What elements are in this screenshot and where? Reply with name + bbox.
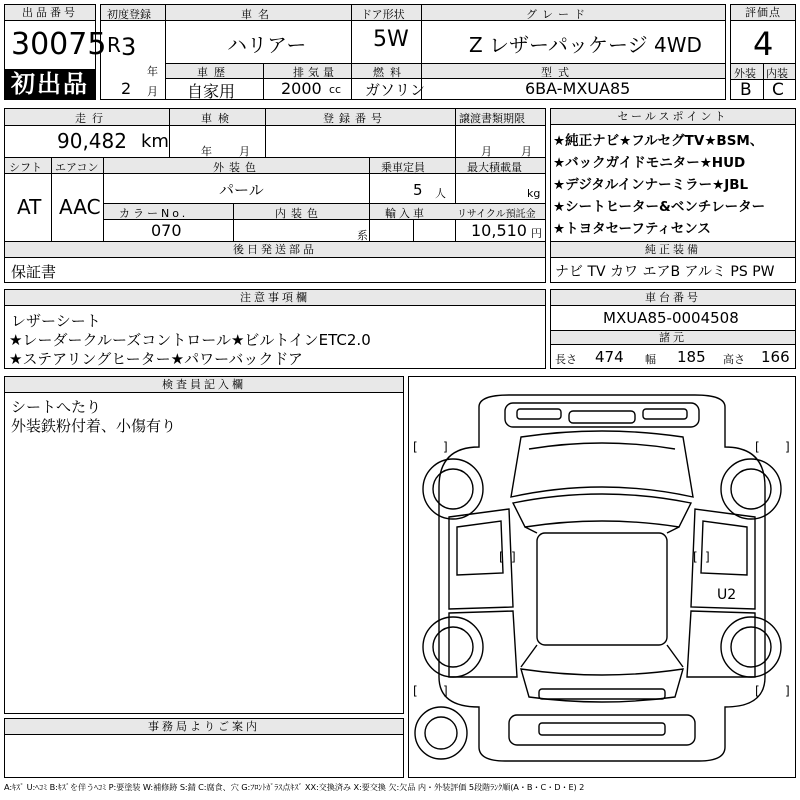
car-diagram-box xyxy=(408,376,796,778)
color-no-label: カラーNo. xyxy=(119,207,189,220)
bracket-marker: ] xyxy=(443,440,448,454)
equipment-items: ナビ TV カワ エアB アルミ PS PW xyxy=(555,264,775,280)
note-line: ★ステアリングヒーター★パワーバックドア xyxy=(9,350,303,368)
grade-label: グレード xyxy=(526,8,590,21)
bracket-marker: [ xyxy=(693,550,698,564)
capacity-label: 乗車定員 xyxy=(381,161,425,174)
model: 6BA-MXUA85 xyxy=(525,79,631,98)
color-label: 外装色 xyxy=(213,161,261,174)
shift-label: シフト xyxy=(9,161,42,174)
month-unit: 月 xyxy=(147,85,158,98)
ac: AAC xyxy=(59,195,101,219)
recycle-amount: 10,510 xyxy=(471,221,527,240)
cc-unit: cc xyxy=(329,83,342,96)
first-reg-label: 初度登録 xyxy=(107,8,151,21)
transfer-label: 譲渡書類期限 xyxy=(459,112,525,125)
damage-mark: U2 xyxy=(717,587,737,603)
car-diagram xyxy=(409,377,795,777)
chassis-number: MXUA85-0004508 xyxy=(603,309,739,327)
bracket-marker: [ xyxy=(755,440,760,454)
bracket-marker: [ xyxy=(413,440,418,454)
sales-point-line: ★トヨタセーフティセンス xyxy=(553,221,711,237)
office-title: 事務局よりご案内 xyxy=(5,719,403,735)
inspection-month-unit: 月 xyxy=(239,145,250,158)
capacity-unit: 人 xyxy=(435,187,446,200)
sales-point-line: ★シートヒーター&ベンチレーター xyxy=(553,199,766,215)
fuel: ガソリン xyxy=(365,81,426,99)
interior-score: C xyxy=(772,80,784,100)
inspection-label: 車検 xyxy=(201,112,235,125)
door-label: ドア形状 xyxy=(361,8,405,21)
inspector-line: シートへたり xyxy=(11,398,102,416)
exterior-score: B xyxy=(740,80,752,100)
dims-title: 諸元 xyxy=(551,330,795,345)
score-label: 評価点 xyxy=(731,5,795,21)
note-line: ★レーダークルーズコントロール★ビルトインETC2.0 xyxy=(9,331,371,349)
mileage: 90,482 xyxy=(57,129,127,153)
score: 4 xyxy=(753,25,774,63)
sales-points-box xyxy=(550,108,796,242)
interior-label: 内装 xyxy=(766,67,788,80)
sales-point-line: ★デジタルインナーミラー★JBL xyxy=(553,177,749,193)
yen-unit: 円 xyxy=(531,227,542,240)
era: R xyxy=(107,33,121,57)
km-unit: km xyxy=(141,131,169,152)
later-parts-box xyxy=(4,241,546,283)
equipment-title: 純正装備 xyxy=(551,242,795,258)
sales-point-line: ★バックガイドモニター★HUD xyxy=(553,155,746,171)
length-label: 長さ xyxy=(555,353,577,366)
inspector-box xyxy=(4,376,404,714)
height-label: 高さ xyxy=(723,353,745,366)
lot-box xyxy=(4,4,107,100)
bracket-marker: ] xyxy=(443,684,448,698)
width-label: 幅 xyxy=(645,353,656,366)
model-label: 型式 xyxy=(541,66,575,79)
bracket-marker: ] xyxy=(511,550,516,564)
ac-label: エアコン xyxy=(55,161,99,174)
sales-points-title: セールスポイント xyxy=(551,109,795,125)
car-name-label: 車名 xyxy=(241,8,275,21)
load-label: 最大積載量 xyxy=(467,161,522,174)
chassis-title: 車台番号 xyxy=(551,290,795,306)
color-no: 070 xyxy=(151,221,182,240)
mileage-label: 走行 xyxy=(75,112,109,125)
history-label: 車歴 xyxy=(197,66,231,79)
displacement-label: 排気量 xyxy=(293,66,338,79)
length-value: 474 xyxy=(595,348,624,366)
door-type: 5W xyxy=(373,27,409,52)
bracket-marker: ] xyxy=(705,550,710,564)
car-name: ハリアー xyxy=(227,33,307,57)
recycle-label: リサイクル預託金 xyxy=(457,209,536,220)
equipment-box xyxy=(550,241,796,283)
note-line: レザーシート xyxy=(11,312,101,330)
load-unit: kg xyxy=(527,187,541,200)
height-value: 166 xyxy=(761,348,790,366)
series-unit: 系 xyxy=(357,229,368,242)
bracket-marker: [ xyxy=(499,550,504,564)
notes-box xyxy=(4,289,546,369)
later-parts-title: 後日発送部品 xyxy=(5,242,545,258)
year-unit: 年 xyxy=(147,65,158,78)
bracket-marker: [ xyxy=(413,684,418,698)
shift: AT xyxy=(17,195,42,219)
later-parts-text: 保証書 xyxy=(11,263,57,281)
score-box xyxy=(730,4,796,100)
lot-label: 出品番号 xyxy=(5,5,95,21)
plate-label: 登録番号 xyxy=(323,112,387,125)
history: 自家用 xyxy=(187,82,236,101)
exterior-label: 外装 xyxy=(734,67,756,80)
inspector-title: 検査員記入欄 xyxy=(5,377,403,393)
specs-box xyxy=(4,108,546,242)
transfer-day-unit: 月 xyxy=(521,145,532,158)
fuel-label: 燃料 xyxy=(373,66,407,79)
header-label-row xyxy=(101,5,725,21)
legend: A:ｷｽﾞ U:ﾍｺﾐ B:ｷｽﾞを伴うﾍｺﾐ P:要塗装 W:補修跡 S:錆 C:腐食、穴 G:ﾌﾛﾝﾄｶﾞﾗｽ点ｷｽﾞ XX:交換済み X:要交換 欠:欠品 内・外装評価 5段階ﾗﾝｸ順(A・B・C・D・E) 2 xyxy=(4,782,585,792)
bracket-marker: ] xyxy=(785,440,790,454)
grade: Z レザーパッケージ 4WD xyxy=(469,33,702,57)
chassis-box xyxy=(550,289,796,369)
capacity: 5 xyxy=(413,181,423,199)
year: 3 xyxy=(121,33,137,61)
bracket-marker: [ xyxy=(755,684,760,698)
header-main xyxy=(100,4,726,100)
bracket-marker: ] xyxy=(785,684,790,698)
first-listing-badge: 初出品 xyxy=(5,69,95,99)
width-value: 185 xyxy=(677,348,706,366)
notes-title: 注意事項欄 xyxy=(5,290,545,306)
office-box xyxy=(4,718,404,778)
lot-number: 30075 xyxy=(11,27,107,62)
transfer-month-unit: 月 xyxy=(481,145,492,158)
inspector-line: 外装鉄粉付着、小傷有り xyxy=(11,417,177,435)
displacement: 2000 xyxy=(281,79,322,98)
month: 2 xyxy=(121,79,132,98)
exterior-color: パール xyxy=(219,181,264,199)
inspection-year-unit: 年 xyxy=(201,145,212,158)
interior-color-label: 内装色 xyxy=(275,207,323,220)
import-label: 輸入車 xyxy=(385,207,427,220)
sales-point-line: ★純正ナビ★フルセグTV★BSM、 xyxy=(553,133,764,149)
